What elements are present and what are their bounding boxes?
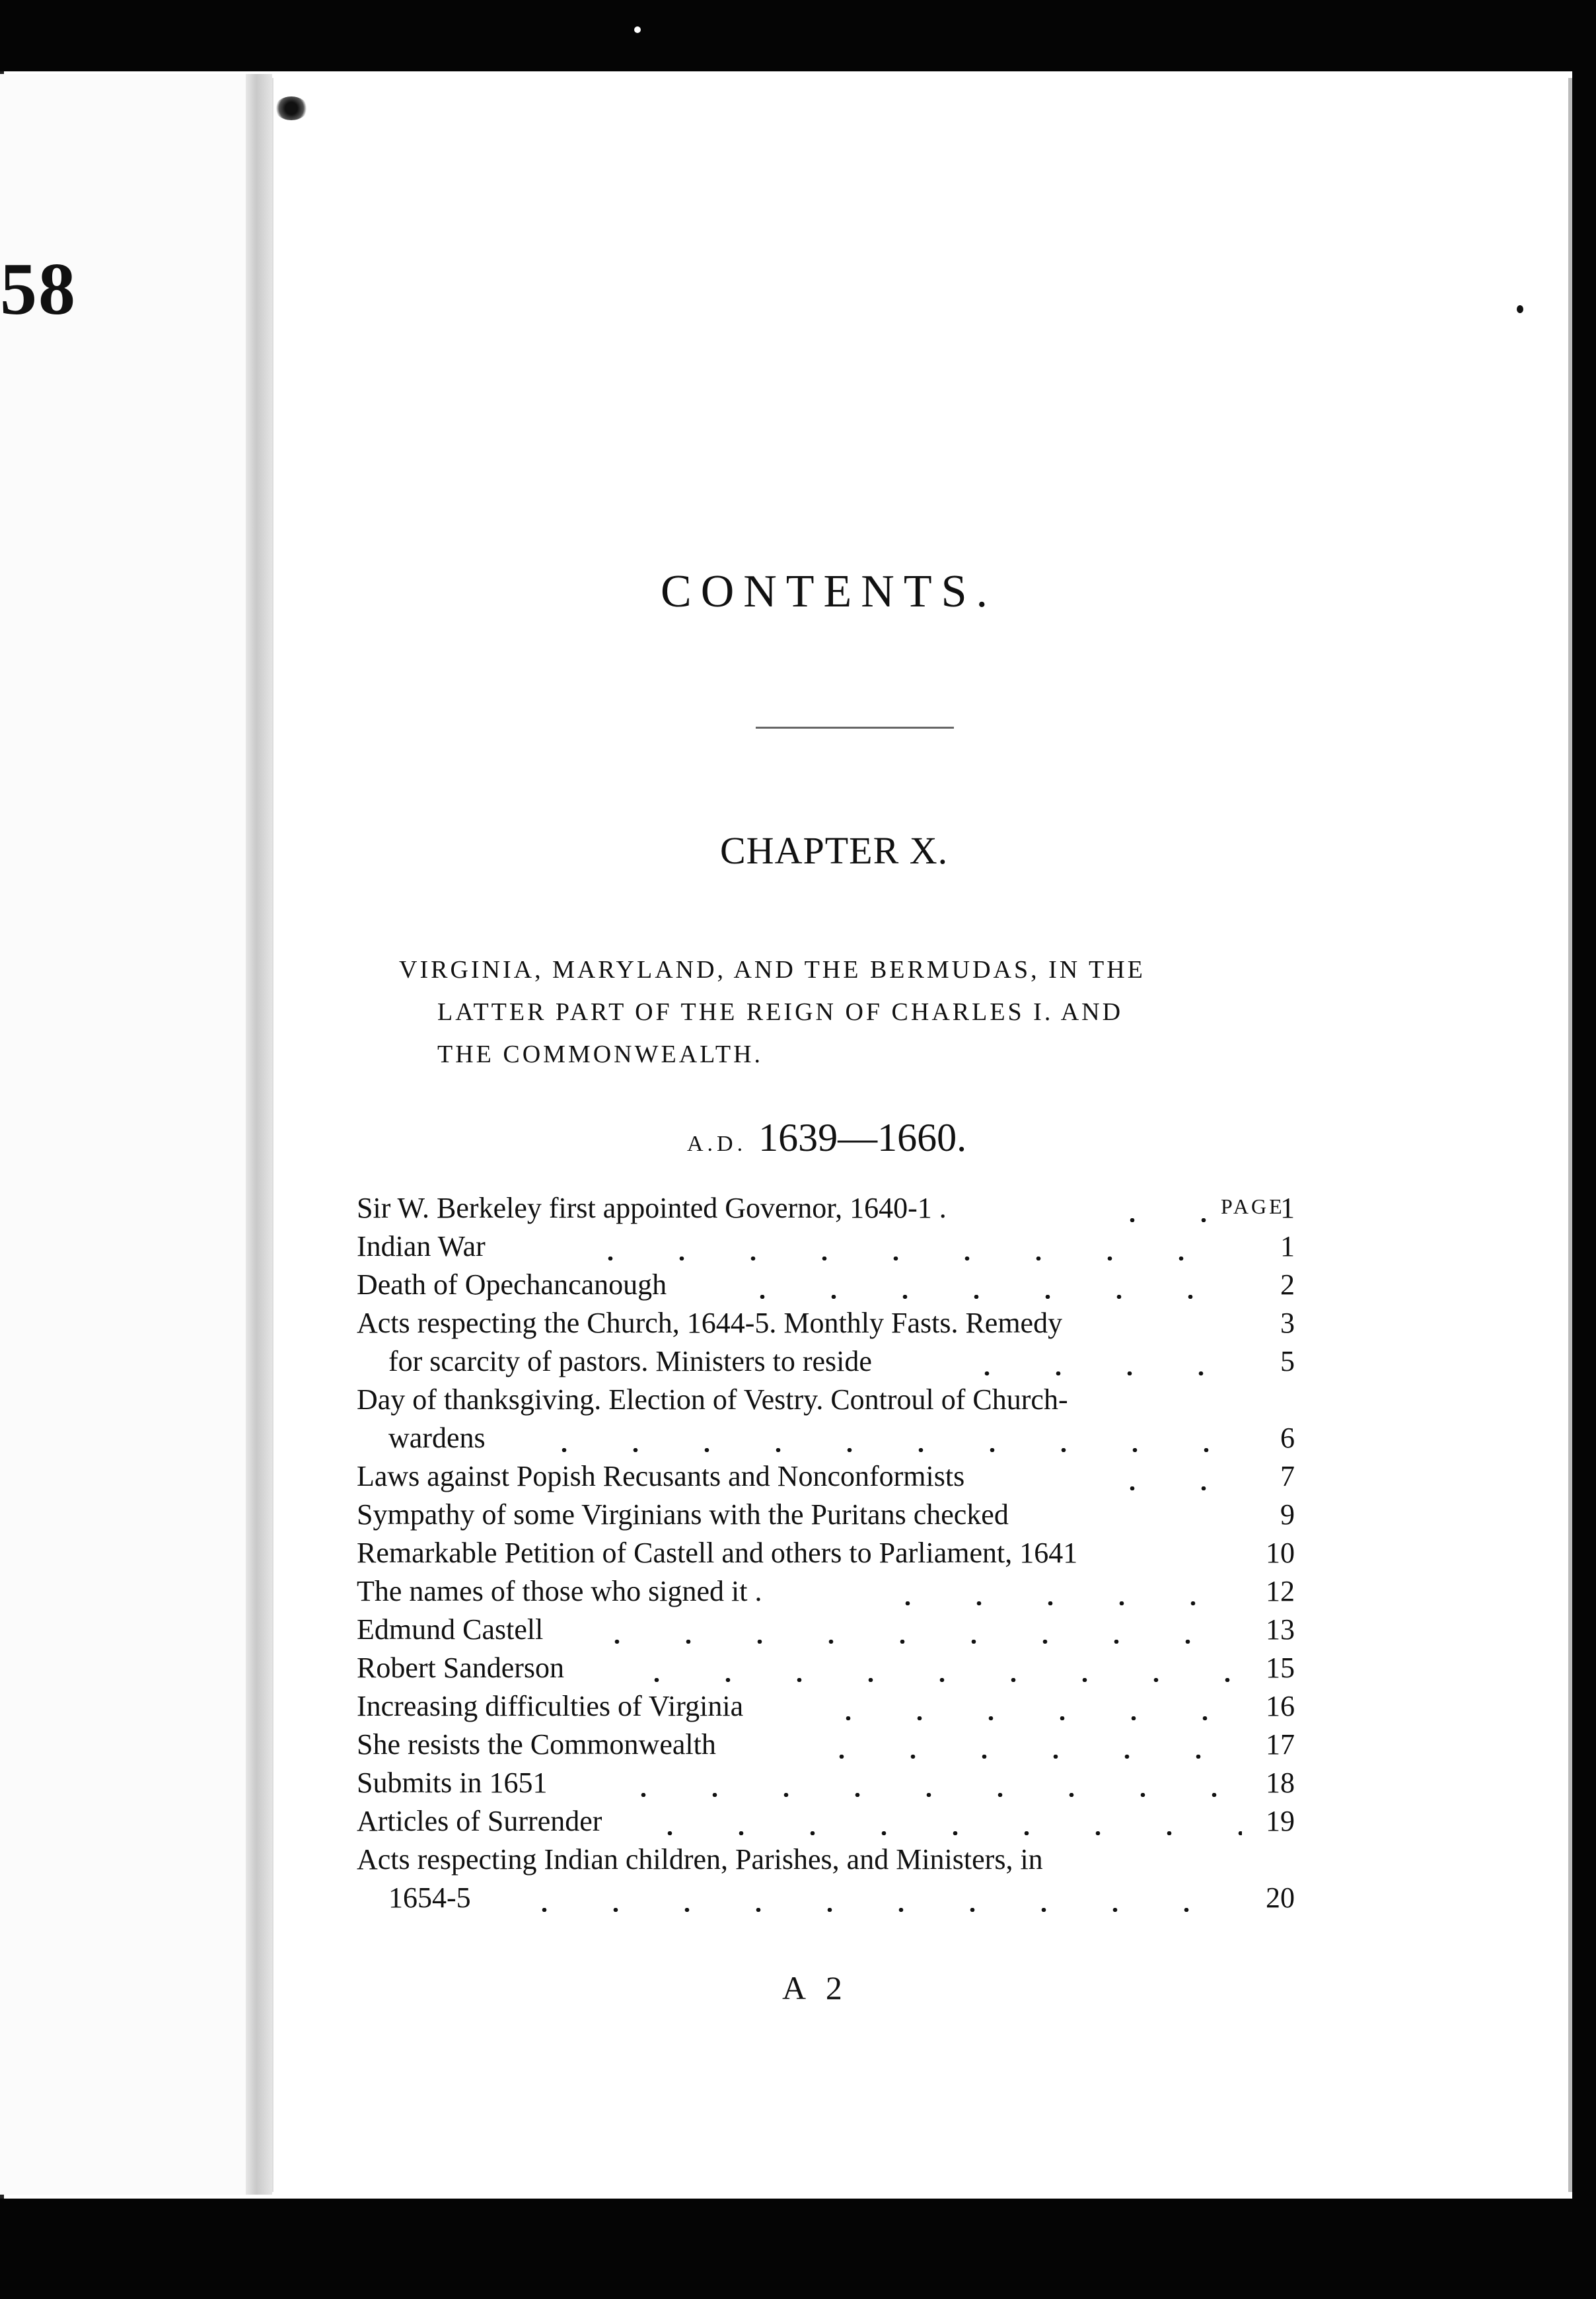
previous-page-number: 58 — [0, 248, 77, 330]
toc-entry-page: 9 — [1280, 1498, 1295, 1531]
toc-entry-title: Acts respecting Indian children, Parishes, and Ministers, in — [357, 1843, 1043, 1876]
toc-entry — [357, 1802, 1295, 1841]
toc-entry — [357, 1572, 1295, 1611]
toc-entry — [357, 1726, 1295, 1764]
toc-dot-leader — [581, 1640, 1242, 1644]
book-gutter — [246, 74, 272, 2195]
ink-speck — [634, 26, 641, 33]
toc-dot-leader — [951, 1371, 1242, 1375]
chapter-subtitle-line: LATTER PART OF THE REIGN OF CHARLES I. AND — [437, 998, 1124, 1026]
toc-entry-title: Acts respecting the Church, 1644-5. Monthly Fasts. Remedy — [357, 1307, 1063, 1339]
toc-entry-page: 6 — [1280, 1422, 1295, 1454]
toc-dot-leader — [1097, 1486, 1242, 1490]
toc-dot-leader — [806, 1755, 1242, 1759]
toc-entry-title: Articles of Surrender — [357, 1805, 602, 1837]
page-column-label: PAGE — [1221, 1194, 1285, 1218]
chapter-subtitle — [399, 949, 1308, 1076]
toc-entry-page: 17 — [1266, 1728, 1295, 1761]
toc-entry-page: 5 — [1280, 1345, 1295, 1377]
toc-entry-continuation: 1654-5 — [388, 1881, 471, 1914]
toc-dot-leader — [509, 1908, 1242, 1912]
toc-entry — [357, 1764, 1295, 1802]
toc-entry-page: 10 — [1266, 1537, 1295, 1569]
ink-speck — [1517, 305, 1523, 313]
contents-heading: CONTENTS. — [661, 566, 998, 617]
chapter-subtitle-line: VIRGINIA, MARYLAND, AND THE BERMUDAS, IN THE — [399, 956, 1145, 984]
chapter-subtitle-line: THE COMMONWEALTH. — [437, 1040, 764, 1068]
toc-entry-title: Death of Opechancanough — [357, 1268, 667, 1301]
chapter-title: CHAPTER X. — [720, 829, 949, 872]
toc-entry — [357, 1687, 1295, 1726]
toc-dot-leader — [727, 1295, 1242, 1299]
toc-dot-leader — [872, 1601, 1242, 1605]
toc-entry-page: 7 — [1280, 1460, 1295, 1492]
table-of-contents — [357, 1189, 1295, 1917]
toc-entry-page: 3 — [1280, 1307, 1295, 1339]
scan-border-bottom — [0, 2199, 1596, 2299]
toc-dot-leader — [528, 1448, 1242, 1452]
toc-entry-title: Submits in 1651 — [357, 1767, 548, 1799]
chapter-date-range — [687, 1115, 966, 1161]
toc-entry-page: 12 — [1266, 1575, 1295, 1607]
toc-entry-page: 18 — [1266, 1767, 1295, 1799]
toc-entry — [357, 1879, 1295, 1917]
toc-entry-title: Laws against Popish Recusants and Nonconformists — [357, 1460, 965, 1492]
toc-entry-continuation: wardens — [388, 1422, 486, 1454]
toc-entry — [357, 1649, 1295, 1687]
date-prefix: A.D. — [687, 1132, 747, 1156]
toc-entry-page: 16 — [1266, 1690, 1295, 1722]
toc-entry-page: 15 — [1266, 1652, 1295, 1684]
toc-entry-title: Sympathy of some Virginians with the Puritans checked — [357, 1498, 1009, 1531]
scan-border-top — [0, 0, 1596, 71]
toc-entry-title: Edmund Castell — [357, 1613, 544, 1646]
toc-entry — [357, 1342, 1295, 1381]
toc-entry-page: 1 — [1280, 1192, 1295, 1224]
toc-dot-leader — [621, 1678, 1242, 1682]
toc-dot-leader — [608, 1793, 1242, 1797]
toc-entry-title: Day of thanksgiving. Election of Vestry. Controul of Church- — [357, 1383, 1068, 1416]
toc-entry-title: The names of those who signed it . — [357, 1575, 762, 1607]
previous-page — [0, 74, 256, 2195]
toc-entry — [357, 1841, 1295, 1879]
toc-entry-page: 20 — [1266, 1881, 1295, 1914]
toc-entry — [357, 1304, 1295, 1342]
toc-dot-leader — [813, 1716, 1242, 1720]
toc-dot-leader — [575, 1257, 1242, 1260]
signature-mark: A 2 — [782, 1969, 849, 2006]
toc-entry-title: She resists the Commonwealth — [357, 1728, 716, 1761]
ink-blot — [275, 96, 308, 120]
toc-entry — [357, 1534, 1295, 1572]
toc-entry-title: Robert Sanderson — [357, 1652, 565, 1684]
date-years: 1639—1660. — [758, 1116, 967, 1159]
toc-entry-title: Increasing difficulties of Virginia — [357, 1690, 744, 1722]
toc-entry-continuation: for scarcity of pastors. Ministers to reside — [388, 1345, 872, 1377]
toc-entry — [357, 1419, 1295, 1457]
toc-entry-page: 13 — [1266, 1613, 1295, 1646]
toc-entry-page: 2 — [1280, 1268, 1295, 1301]
toc-dot-leader — [1097, 1218, 1242, 1222]
toc-entry — [357, 1381, 1295, 1419]
toc-entry — [357, 1611, 1295, 1649]
toc-entry — [357, 1496, 1295, 1534]
toc-dot-leader — [634, 1831, 1242, 1835]
toc-entry — [357, 1266, 1295, 1304]
toc-entry — [357, 1227, 1295, 1266]
toc-entry-page: 1 — [1280, 1230, 1295, 1262]
toc-entry-title: Indian War — [357, 1230, 486, 1262]
heading-rule — [756, 727, 954, 729]
toc-entry-title: Remarkable Petition of Castell and others to Parliament, 1641 — [357, 1537, 1078, 1569]
toc-entry — [357, 1189, 1295, 1227]
toc-entry-page: 19 — [1266, 1805, 1295, 1837]
scan-border-right — [1572, 0, 1596, 2299]
toc-entry-title: Sir W. Berkeley first appointed Governor, 1640-1 . — [357, 1192, 947, 1224]
toc-entry — [357, 1457, 1295, 1496]
